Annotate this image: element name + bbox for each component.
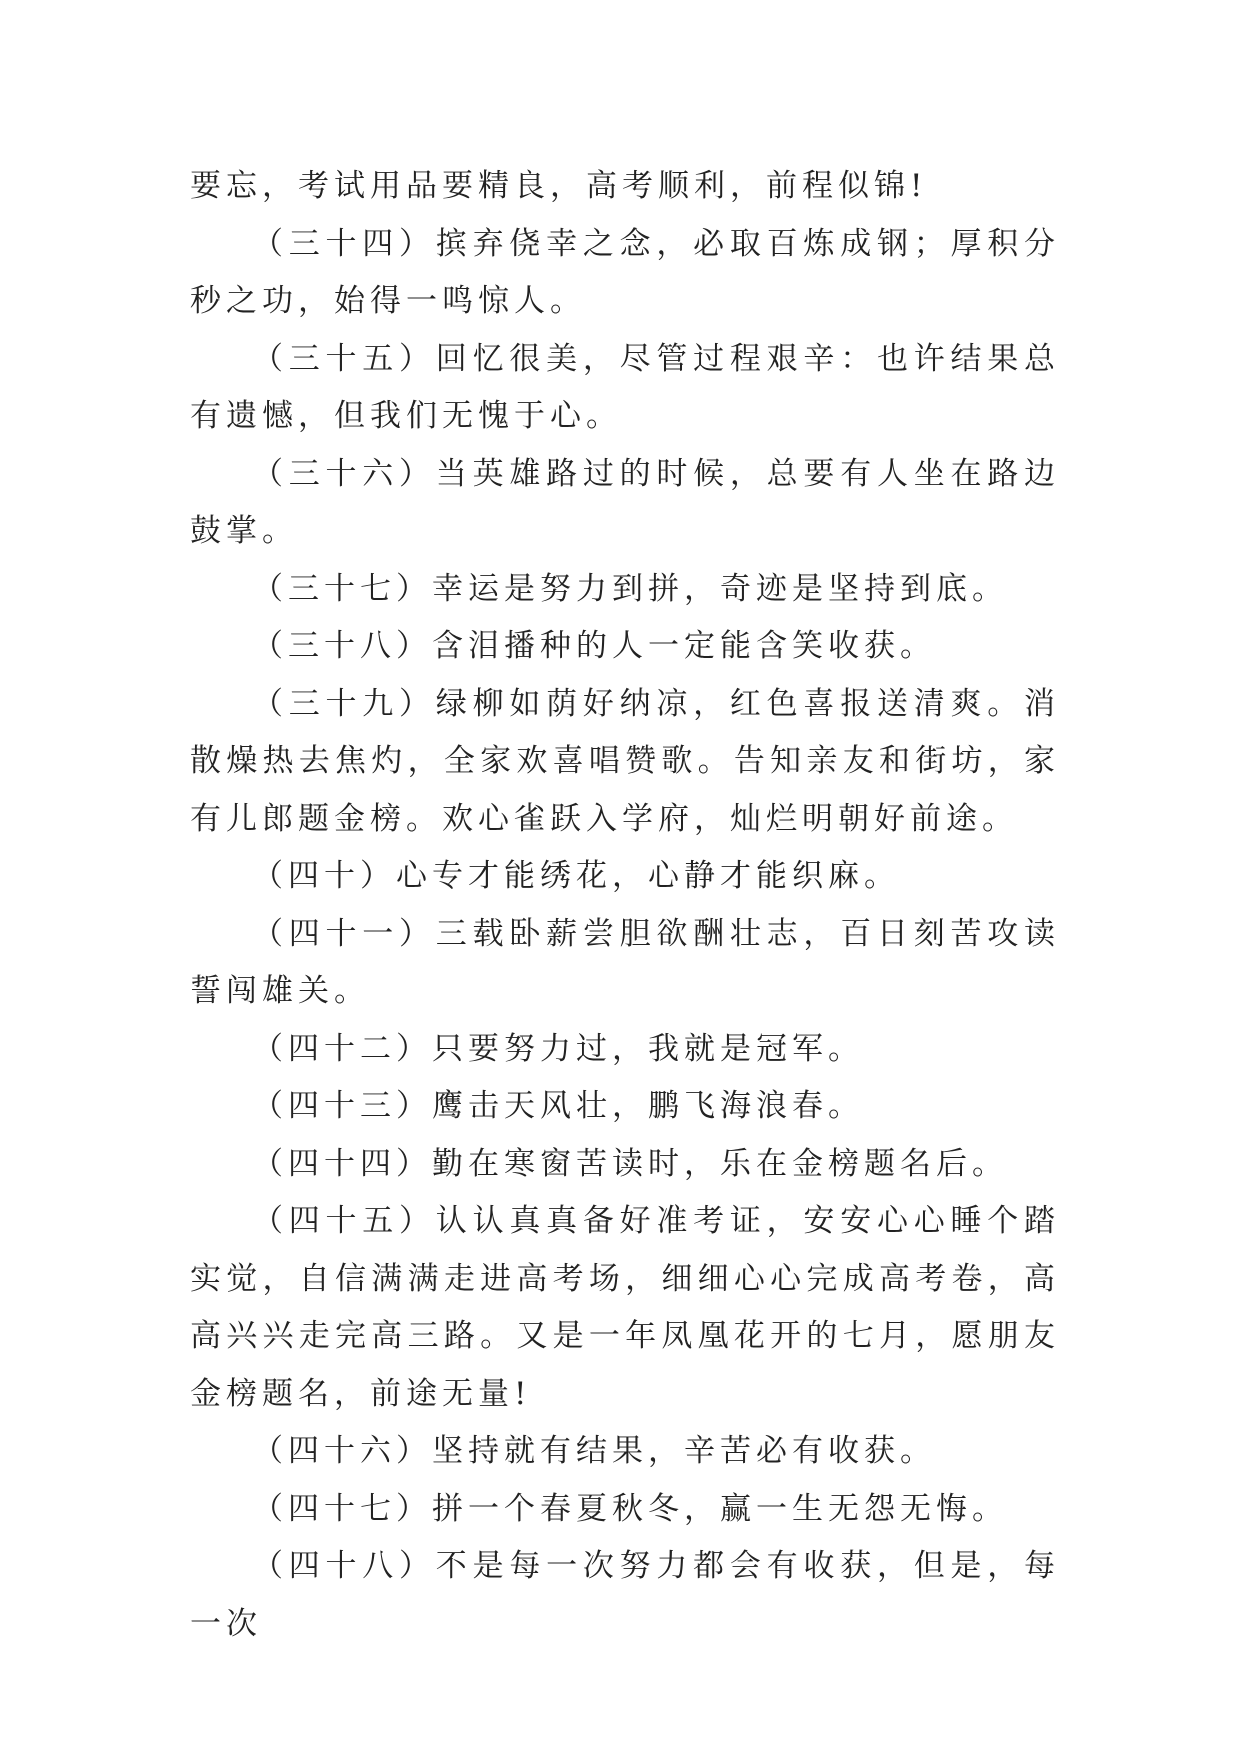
paragraph-36: （三十六）当英雄路过的时候，总要有人坐在路边鼓掌。: [190, 455, 1060, 549]
paragraph-continuation: 要忘，考试用品要精良，高考顺利，前程似锦!: [190, 168, 928, 204]
paragraph-47: （四十七）拼一个春夏秋冬，赢一生无怨无悔。: [252, 1490, 1008, 1527]
paragraph-42: （四十二）只要努力过，我就是冠军。: [252, 1030, 864, 1067]
paragraph-45: （四十五）认认真真备好准考证，安安心心睡个踏实觉，自信满满走进高考场，细细心心完成高考卷，高高兴兴走完高三路。又是一年凤凰花开的七月，愿朋友金榜题名，前途无量!: [190, 1203, 1060, 1412]
paragraph-35: （三十五）回忆很美，尽管过程艰辛：也许结果总有遗憾，但我们无愧于心。: [190, 340, 1060, 434]
paragraph-34: （三十四）摈弃侥幸之念，必取百炼成钢；厚积分秒之功，始得一鸣惊人。: [190, 225, 1060, 319]
document-body: [190, 158, 1060, 1653]
paragraph-44: （四十四）勤在寒窗苦读时，乐在金榜题名后。: [252, 1145, 1008, 1182]
paragraph-41: （四十一）三载卧薪尝胆欲酬壮志，百日刻苦攻读誓闯雄关。: [190, 915, 1060, 1009]
paragraph-40: （四十）心专才能绣花，心静才能织麻。: [252, 858, 900, 894]
paragraph-39: （三十九）绿柳如荫好纳凉，红色喜报送清爽。消散燥热去焦灼，全家欢喜唱赞歌。告知亲友和街坊，家有儿郎题金榜。欢心雀跃入学府，灿烂明朝好前途。: [190, 685, 1060, 837]
paragraph-38: （三十八）含泪播种的人一定能含笑收获。: [252, 628, 936, 664]
paragraph-48: （四十八）不是每一次努力都会有收获，但是，每一次: [190, 1548, 1060, 1642]
paragraph-46: （四十六）坚持就有结果，辛苦必有收获。: [252, 1433, 936, 1469]
paragraph-43: （四十三）鹰击天风壮，鹏飞海浪春。: [252, 1088, 864, 1124]
paragraph-37: （三十七）幸运是努力到拼，奇迹是坚持到底。: [252, 570, 1008, 607]
